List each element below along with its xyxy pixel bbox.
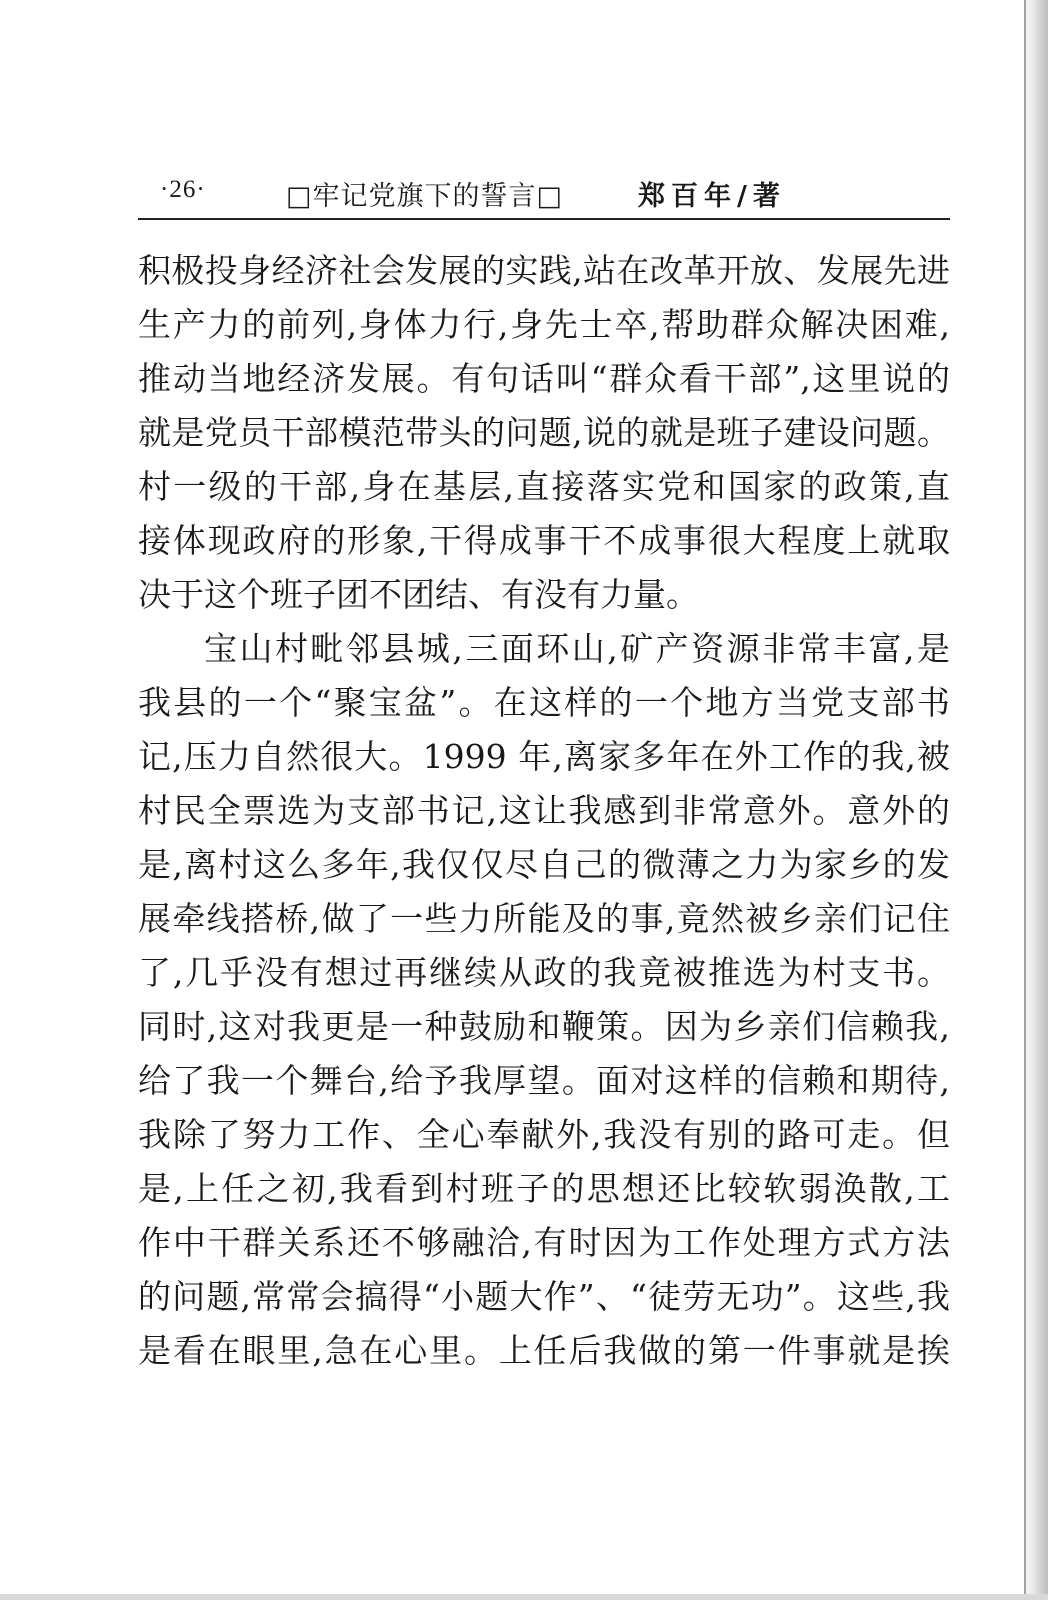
text-line: 给了我一个舞台,给予我厚望。面对这样的信赖和期待, (138, 1061, 950, 1100)
text-line: 接体现政府的形象,干得成事干不成事很大程度上就取 (138, 521, 950, 560)
text-line: 村一级的干部,身在基层,直接落实党和国家的政策,直 (138, 467, 950, 506)
text-line: 是,离村这么多年,我仅仅尽自己的微薄之力为家乡的发 (138, 845, 950, 884)
text-line: 生产力的前列,身体力行,身先士卒,帮助群众解决困难, (138, 305, 950, 344)
text-line: 是看在眼里,急在心里。上任后我做的第一件事就是挨 (138, 1331, 950, 1370)
text-line: 积极投身经济社会发展的实践,站在改革开放、发展先进 (138, 251, 950, 290)
scan-bottom-edge (0, 1594, 1048, 1600)
paragraph-end-line: 决于这个班子团不团结、有没有力量。 (138, 575, 699, 614)
page-number: ·26· (160, 176, 206, 203)
text-line: 记,压力自然很大。1999 年,离家多年在外工作的我,被 (138, 737, 950, 776)
text-line: 我除了努力工作、全心奉献外,我没有别的路可走。但 (138, 1115, 950, 1154)
running-header (138, 172, 950, 216)
text-line: 村民全票选为支部书记,这让我感到非常意外。意外的 (138, 791, 950, 830)
text-line: 同时,这对我更是一种鼓励和鞭策。因为乡亲们信赖我, (138, 1007, 950, 1046)
header-rule (138, 218, 950, 220)
text-line: 了,几乎没有想过再继续从政的我竟被推选为村支书。 (138, 953, 950, 992)
text-line: 就是党员干部模范带头的问题,说的就是班子建设问题。 (138, 413, 950, 452)
scan-edge-line (1024, 0, 1026, 1600)
text-line: 的问题,常常会搞得“小题大作”、“徒劳无功”。这些,我 (138, 1277, 950, 1316)
text-line: 推动当地经济发展。有句话叫“群众看干部”,这里说的 (138, 359, 950, 398)
text-line: 是,上任之初,我看到村班子的思想还比较软弱涣散,工 (138, 1169, 950, 1208)
text-line: 我县的一个“聚宝盆”。在这样的一个地方当党支部书 (138, 683, 950, 722)
book-title: □牢记党旗下的誓言□ (286, 181, 564, 212)
author-credit: 郑百年/著 (638, 181, 786, 212)
text-line: 作中干群关系还不够融洽,有时因为工作处理方式方法 (138, 1223, 950, 1262)
scan-page-edge (1026, 0, 1048, 1600)
text-line: 展牵线搭桥,做了一些力所能及的事,竟然被乡亲们记住 (138, 899, 950, 938)
paragraph-first-line: 宝山村毗邻县城,三面环山,矿产资源非常丰富,是 (204, 629, 950, 668)
body-text (138, 244, 950, 1378)
